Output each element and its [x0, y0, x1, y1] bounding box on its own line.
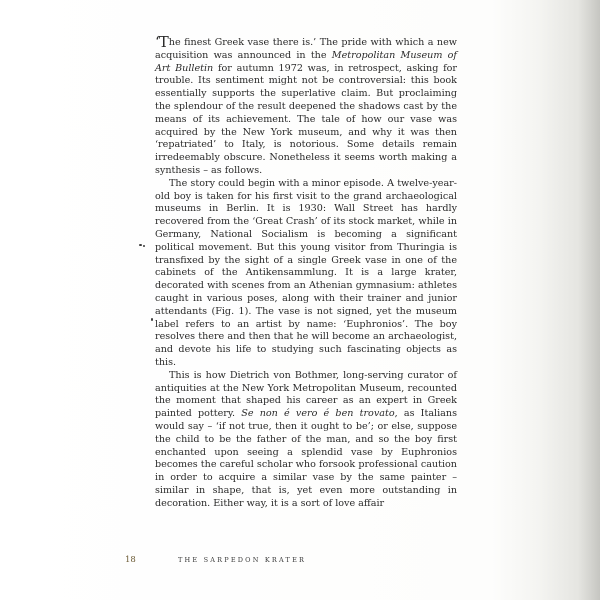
text-segment: T	[158, 33, 169, 51]
ink-speck	[143, 245, 145, 247]
paragraph	[155, 370, 457, 511]
page-footer	[125, 555, 465, 567]
text-segment: he finest Greek vase there is.’ The pride with which a new acquisition was announced in the	[155, 37, 457, 61]
paragraph	[155, 178, 457, 370]
italic-text: Se non é vero é ben trovato	[241, 408, 395, 420]
paragraph	[155, 33, 457, 178]
body-text	[155, 33, 458, 510]
page-gutter-shadow	[578, 0, 600, 600]
text-segment: The story could begin with a minor episode. A twelve-year-old boy is taken for his first visit to the grand archaeological museums in Berlin. It is 1930: Wall Street has hardly recovered from the ‘Great Crash’ of its stock market, while in Germany, National Socialism is becoming a significant political movement. But this young visitor from Thuringia is transfixed by the sight of a single Greek vase in one of the cabinets of the Antikensammlung. It is a large krater, decorated with scenes from an Athenian gymnasium: athletes caught in various poses, along with their trainer and junior attendants (Fig. 1). The vase is not signed, yet the museum label refers to an artist by name: ‘Euphronios’. The boy resolves there and then that he will become an archaeologist, and devote his life to studying such fascinating objects as this.	[155, 177, 457, 368]
italic-text: Metropolitan Museum of Art Bulletin	[155, 49, 457, 74]
text-segment: This is how Dietrich von Bothmer, long-serving curator of antiquities at the New York Metropolitan Museum, recounted the moment that shaped his career as an expert in Greek painted pottery.	[155, 369, 457, 420]
running-head: THE SARPEDON KRATER	[178, 556, 307, 564]
text-segment: , as Italians would say – ‘if not true, then it ought to be’; or else, suppose the child to be the father of the man, and so the boy first enchanted upon seeing a splendid vase by Euphronios becomes the careful scholar who forsook professional caution in order to acquire a similar vase by the same painter – similar in shape, that is, yet even more outstanding in decoration. Either way, it is a sort of love affair	[155, 408, 458, 509]
ink-speck	[151, 318, 153, 321]
text-segment: ‘	[155, 33, 159, 51]
text-segment: for autumn 1972 was, in retrospect, asking for trouble. Its sentiment might not be controversial: this book essentially supports the superlative claim. But proclaiming the splendour of the result deepened the shadows cast by the means of its achievement. The tale of how our vase was acquired by the New York museum, and why it was then ‘repatriated’ to Italy, is notorious. Some details remain irredeemably obscure. Nonetheless it seems worth making a synthesis – as follows.	[155, 62, 457, 176]
ink-speck	[139, 244, 142, 246]
page-number: 18	[125, 555, 136, 565]
